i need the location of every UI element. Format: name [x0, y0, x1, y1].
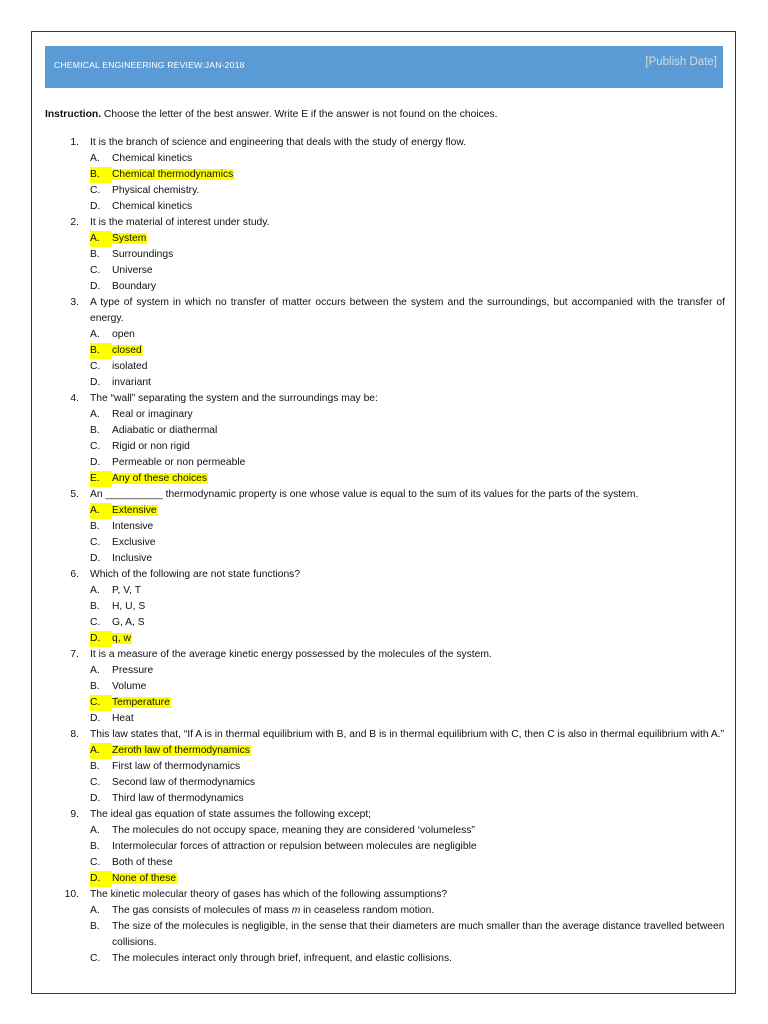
choice-text: Boundary	[112, 281, 157, 292]
answer-choice	[90, 167, 725, 183]
choice-text: The molecules interact only through brief, infrequent, and elastic collisions.	[112, 953, 452, 964]
answer-choice	[90, 359, 725, 375]
answer-choice	[90, 199, 725, 215]
answer-choice	[90, 823, 725, 839]
choice-letter: D.	[90, 457, 101, 468]
choice-list	[90, 663, 725, 727]
choice-letter: B.	[90, 601, 100, 612]
choice-letter: D.	[90, 713, 101, 724]
answer-choice	[90, 951, 725, 967]
correct-answer-text: Chemical thermodynamics	[112, 169, 234, 180]
answer-choice	[90, 503, 725, 519]
publish-date-placeholder[interactable]: [Publish Date]	[645, 56, 717, 68]
question-stem: It is the material of interest under study.	[90, 217, 270, 228]
choice-text: Intensive	[112, 521, 154, 532]
question-stem: It is a measure of the average kinetic energy possessed by the molecules of the system.	[90, 649, 492, 660]
question-number: 5.	[70, 489, 79, 500]
choice-letter: B.	[90, 167, 112, 183]
choice-text: Pressure	[112, 665, 154, 676]
choice-letter: A.	[90, 905, 100, 916]
choice-letter: C.	[90, 857, 101, 868]
choice-list	[90, 327, 725, 391]
correct-answer-text: closed	[112, 345, 142, 356]
question-4	[45, 391, 725, 487]
choice-list	[90, 583, 725, 647]
document-body	[45, 109, 725, 967]
answer-choice	[90, 535, 725, 551]
choice-letter: A.	[90, 825, 100, 836]
choice-text: Intermolecular forces of attraction or repulsion between molecules are negligible	[112, 841, 477, 852]
choice-letter: C.	[90, 361, 101, 372]
choice-letter: A.	[90, 743, 112, 759]
answer-choice	[90, 775, 725, 791]
correct-answer-text: Any of these choices	[112, 473, 208, 484]
choice-letter: D.	[90, 281, 101, 292]
answer-choice	[90, 519, 725, 535]
answer-choice	[90, 615, 725, 631]
question-stem: A type of system in which no transfer of matter occurs between the system and the surroundings, but accompanied with the transfer of energy.	[90, 297, 725, 324]
answer-choice	[90, 583, 725, 599]
choice-text: The molecules do not occupy space, meaning they are considered ‘volumeless”	[112, 825, 475, 836]
question-number: 7.	[70, 649, 79, 660]
choice-list	[90, 823, 725, 887]
choice-list	[90, 743, 725, 807]
choice-text: H, U, S	[112, 601, 146, 612]
choice-letter: A.	[90, 585, 100, 596]
question-stem: The “wall” separating the system and the surroundings may be:	[90, 393, 378, 404]
answer-choice	[90, 663, 725, 679]
choice-text: Chemical kinetics	[112, 153, 193, 164]
choice-text: Volume	[112, 681, 147, 692]
answer-choice	[90, 551, 725, 567]
choice-text: The gas consists of molecules of mass m in ceaseless random motion.	[112, 905, 435, 916]
answer-choice	[90, 279, 725, 295]
choice-text: isolated	[112, 361, 148, 372]
choice-letter: B.	[90, 425, 100, 436]
correct-answer-text: None of these	[112, 873, 177, 884]
choice-letter: A.	[90, 329, 100, 340]
correct-answer-text: Zeroth law of thermodynamics	[112, 745, 250, 756]
answer-choice	[90, 183, 725, 199]
choice-text: Heat	[112, 713, 134, 724]
question-number: 2.	[70, 217, 79, 228]
question-1	[45, 135, 725, 215]
instruction-text: Choose the letter of the best answer. Write E if the answer is not found on the choices.	[101, 109, 498, 120]
answer-choice	[90, 231, 725, 247]
choice-letter: B.	[90, 521, 100, 532]
question-stem: The kinetic molecular theory of gases has which of the following assumptions?	[90, 889, 448, 900]
answer-choice	[90, 759, 725, 775]
question-number: 9.	[70, 809, 79, 820]
choice-letter: B.	[90, 343, 112, 359]
choice-letter: C.	[90, 537, 101, 548]
choice-letter: A.	[90, 231, 112, 247]
correct-answer-text: q, w	[112, 633, 131, 644]
choice-text: First law of thermodynamics	[112, 761, 241, 772]
answer-choice	[90, 599, 725, 615]
choice-text: Surroundings	[112, 249, 174, 260]
instruction-label: Instruction.	[45, 109, 102, 120]
question-number: 4.	[70, 393, 79, 404]
answer-choice	[90, 327, 725, 343]
answer-choice	[90, 903, 725, 919]
choice-letter: D.	[90, 793, 101, 804]
choice-letter: B.	[90, 761, 100, 772]
choice-letter: C.	[90, 185, 101, 196]
choice-text: Third law of thermodynamics	[112, 793, 244, 804]
answer-choice	[90, 839, 725, 855]
answer-choice	[90, 407, 725, 423]
correct-answer-text: System	[112, 233, 147, 244]
question-2	[45, 215, 725, 295]
choice-letter: D.	[90, 631, 112, 647]
choice-text: invariant	[112, 377, 151, 388]
choice-letter: D.	[90, 377, 101, 388]
choice-list	[90, 231, 725, 295]
question-number: 1.	[70, 137, 79, 148]
choice-list	[90, 503, 725, 567]
choice-letter: B.	[90, 921, 100, 932]
choice-letter: C.	[90, 265, 101, 276]
choice-list	[90, 903, 725, 967]
choice-text: Universe	[112, 265, 153, 276]
answer-choice	[90, 343, 725, 359]
question-stem: Which of the following are not state functions?	[90, 569, 301, 580]
choice-letter: C.	[90, 617, 101, 628]
question-list	[45, 135, 725, 967]
answer-choice	[90, 711, 725, 727]
choice-letter: C.	[90, 441, 101, 452]
correct-answer-text: Extensive	[112, 505, 157, 516]
answer-choice	[90, 631, 725, 647]
choice-letter: C.	[90, 695, 112, 711]
choice-text: Inclusive	[112, 553, 153, 564]
question-number: 3.	[70, 297, 79, 308]
header-title: CHEMICAL ENGINEERING REVIEW:JAN-2018	[54, 60, 245, 70]
choice-list	[90, 407, 725, 487]
question-9	[45, 807, 725, 887]
answer-choice	[90, 743, 725, 759]
question-6	[45, 567, 725, 647]
choice-text: Physical chemistry.	[112, 185, 200, 196]
choice-text: Real or imaginary	[112, 409, 193, 420]
choice-text: Second law of thermodynamics	[112, 777, 256, 788]
choice-list	[90, 151, 725, 215]
answer-choice	[90, 151, 725, 167]
choice-text: Chemical kinetics	[112, 201, 193, 212]
choice-text: P, V, T	[112, 585, 142, 596]
choice-letter: B.	[90, 249, 100, 260]
question-8	[45, 727, 725, 807]
answer-choice	[90, 679, 725, 695]
choice-letter: B.	[90, 841, 100, 852]
choice-letter: D.	[90, 553, 101, 564]
choice-letter: C.	[90, 953, 101, 964]
answer-choice	[90, 247, 725, 263]
answer-choice	[90, 695, 725, 711]
question-stem: The ideal gas equation of state assumes the following except;	[90, 809, 372, 820]
answer-choice	[90, 871, 725, 887]
choice-letter: A.	[90, 665, 100, 676]
choice-text: The size of the molecules is negligible, in the sense that their diameters are much smaller than the average distance travelled between collisions.	[112, 921, 725, 948]
question-10	[45, 887, 725, 967]
answer-choice	[90, 471, 725, 487]
answer-choice	[90, 439, 725, 455]
choice-letter: C.	[90, 777, 101, 788]
question-3	[45, 295, 725, 391]
choice-text: Permeable or non permeable	[112, 457, 246, 468]
question-number: 6.	[70, 569, 79, 580]
choice-letter: B.	[90, 681, 100, 692]
choice-letter: A.	[90, 409, 100, 420]
choice-letter: A.	[90, 153, 100, 164]
question-stem: An __________ thermodynamic property is one whose value is equal to the sum of its values for the parts of the system.	[90, 489, 639, 500]
answer-choice	[90, 919, 725, 951]
choice-text: Both of these	[112, 857, 173, 868]
choice-letter: A.	[90, 503, 112, 519]
answer-choice	[90, 855, 725, 871]
correct-answer-text: Temperature	[112, 697, 170, 708]
choice-text: Adiabatic or diathermal	[112, 425, 218, 436]
choice-text: Exclusive	[112, 537, 156, 548]
question-stem: It is the branch of science and engineering that deals with the study of energy flow.	[90, 137, 467, 148]
choice-letter: E.	[90, 471, 112, 487]
answer-choice	[90, 791, 725, 807]
answer-choice	[90, 423, 725, 439]
answer-choice	[90, 375, 725, 391]
choice-letter: D.	[90, 871, 112, 887]
instruction	[45, 109, 725, 125]
choice-text: open	[112, 329, 135, 340]
question-stem: This law states that, “If A is in thermal equilibrium with B, and B is in thermal equilibrium with C, then C is also in thermal equilibrium with A.”	[90, 729, 725, 740]
question-5	[45, 487, 725, 567]
answer-choice	[90, 455, 725, 471]
question-7	[45, 647, 725, 727]
choice-text: Rigid or non rigid	[112, 441, 190, 452]
question-number: 10.	[64, 889, 79, 900]
choice-text: G, A, S	[112, 617, 145, 628]
answer-choice	[90, 263, 725, 279]
question-number: 8.	[70, 729, 79, 740]
choice-letter: D.	[90, 201, 101, 212]
page-header	[45, 46, 723, 88]
